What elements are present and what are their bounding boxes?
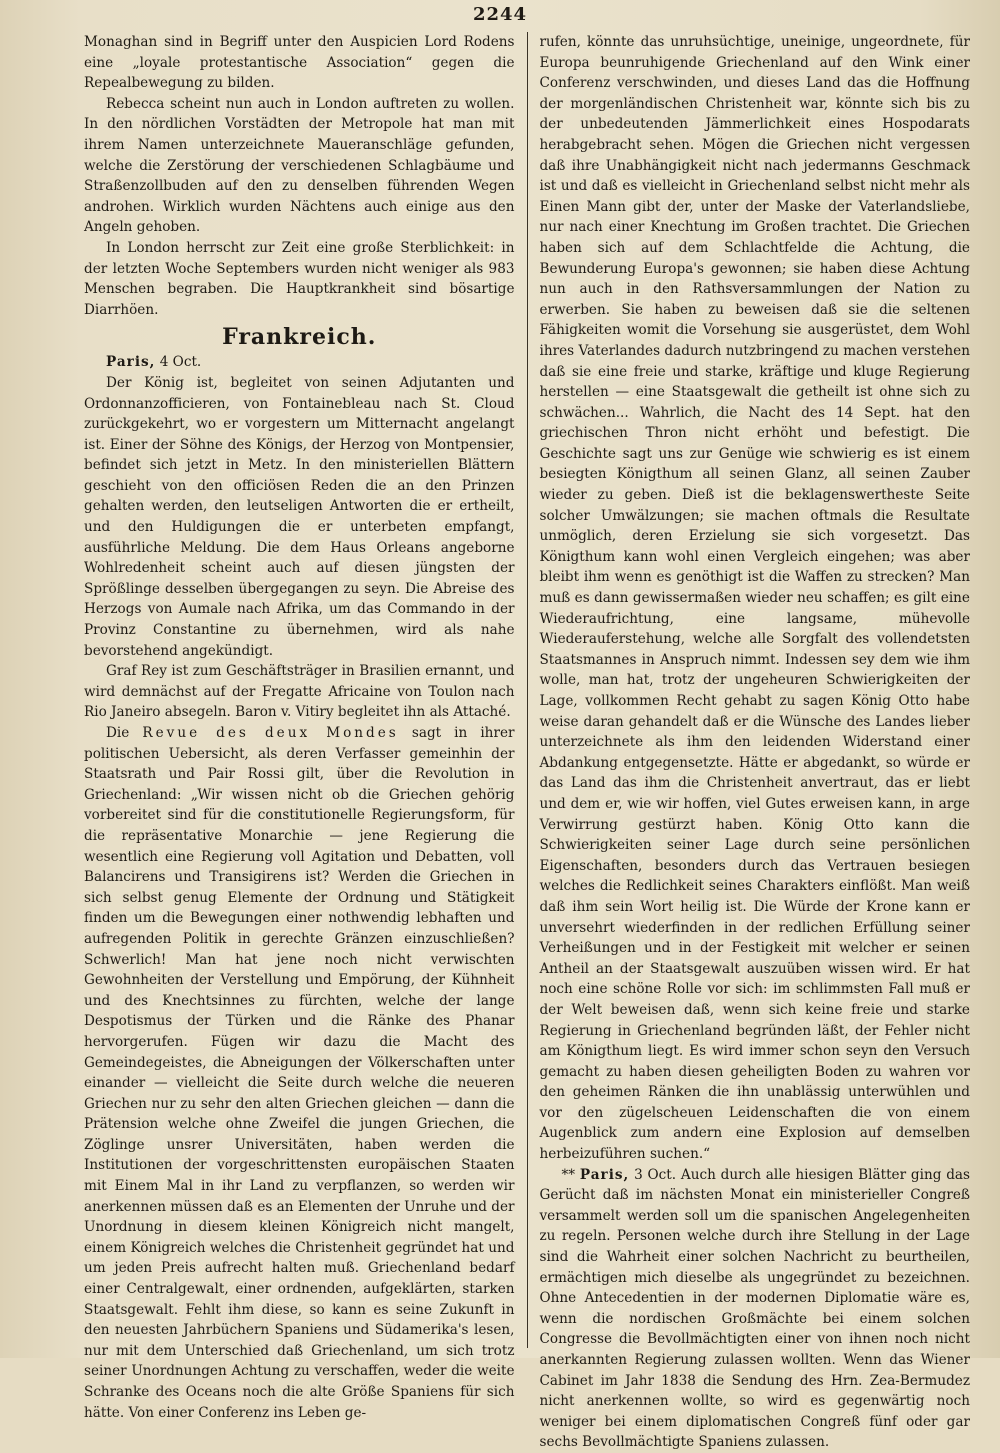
- section-heading: Frankreich.: [222, 324, 377, 351]
- dateline: Paris,: [106, 354, 156, 371]
- article-paragraph: Graf Rey ist zum Geschäftsträger in Brasilien ernannt, und wird demnächst auf der Fregatte Africaine von Toulon nach Rio Janeiro absegeln. Baron v. Vitiry begleitet ihn als Attaché.: [84, 663, 515, 721]
- paragraph-lead: Die: [106, 725, 143, 741]
- paragraph-marker: **: [561, 1166, 580, 1183]
- article-paragraph: Monaghan sind in Begriff unter den Auspicien Lord Rodens eine „loyale protestantische Association“ gegen die Repealbewegung zu bilden.: [84, 34, 515, 92]
- text-columns: [84, 32, 970, 1451]
- column-divider: [527, 32, 528, 1348]
- left-column: [84, 32, 523, 1421]
- dateline-date: 4 Oct.: [155, 354, 202, 371]
- dateline-paragraph: [84, 352, 515, 373]
- paragraph-body: sagt in ihrer politischen Uebersicht, als deren Verfasser gemeinhin der Staatsrath und Pair Rossi gilt, über die Revolution in Griechenland: „Wir wissen nicht ob die Griechen gehörig vorbereitet sind für die constitutionelle Regierungsform, für die repräsentative Monarchie — jene Regierung die wesentlich eine Regierung voll Agitation und Debatten, voll Balancirens und Transigirens ist? Werden die Griechen in sich selbst genug Elemente der Ordnung und Stätigkeit finden um die Bewegungen einer nothwendig lebhaften und aufregenden Politik in gerechte Gränzen einzuschließen? Schwerlich! Man hat jene noch nicht verwischten Gewohnheiten der Verstellung und Empörung, der Kühnheit und des Knechtsinnes zu fürchten, welche der lange Despotismus der Türken und die Ränke des Phanar hervorgerufen. Fügen wir dazu die Macht des Gemeindegeistes, die Abneigungen der Völkerschaften unter einander — vielleicht die Seite durch welche die neueren Griechen nur zu sehr den alten Griechen gleichen — dann die Prätension welche ohne Zweifel die jungen Griechen, die Zöglinge unsrer Universitäten, haben werden die Institutionen der vorgeschrittensten europäischen Staaten mit Einem Mal in ihr Land zu verpflanzen, so werden wir anerkennen müssen daß es an Elementen der Unruhe und der Unordnung in diesem kleinen Königreich nicht mangelt, einem Königreich welches die Christenheit gegründet hat und um jeden Preis aufrecht halten muß. Griechenland bedarf einer Centralgewalt, einer ordnenden, aufgeklärten, starken Staatsgewalt. Fehlt ihm diese, so kann es seine Zukunft in den neuesten Jahrbüchern Spaniens und Südamerika's lesen, nur mit dem Unterschied daß Griechenland, um sich trotz seiner Unordnungen Achtung zu verschaffen, weder die weite Schranke des Oceans noch die alte Größe Spaniens für sich hätte. Von einer Conferenz ins Leben ge-: [84, 725, 515, 1421]
- article-paragraph: rufen, könnte das unruhsüchtige, uneinige, ungeordnete, für Europa beunruhigende Griechenland auf den Wink einer Conferenz verschwinden, und dieses Land das die Hoffnung der morgenländischen Christenheit war, könnte sich bis zu der unbedeutenden Jämmerlichkeit eines Hospodarats herabgebracht sehen. Mögen die Griechen nicht vergessen daß ihre Unabhängigkeit nicht nach jedermanns Geschmack ist und daß es vielleicht in Griechenland selbst nicht mehr als Einen Mann gibt der, unter der Maske der Vaterlandsliebe, nur nach einer Knechtung im Großen trachtet. Die Griechen haben sich auf dem Schlachtfelde die Achtung, die Bewunderung Europa's gewonnen; sie haben diese Achtung nun auch in den Rathsversammlungen der Nation zu erwerben. Sie haben zu beweisen daß sie die seltenen Fähigkeiten womit die Vorsehung sie ausgerüstet, dem Wohl ihres Vaterlandes dadurch nutzbringend zu machen verstehen daß sie eine freie und starke, kräftige und kluge Regierung herstellen — eine Staatsgewalt die getheilt ist ohne sich zu schwächen... Wahrlich, die Nacht des 14 Sept. hat den griechischen Thron nicht erhöht und befestigt. Die Geschichte sagt uns zur Genüge wie schwierig es ist einem besiegten Königthum all seinen Glanz, all seinen Zauber wieder zu geben. Dieß ist die beklagenswertheste Seite solcher Umwälzungen; sie machen oftmals die Resultate unmöglich, deren Erzielung sie sich vorgesetzt. Das Königthum kann wohl einen Vergleich eingehen; was aber bleibt ihm wenn es genöthigt ist die Waffen zu strecken? Man muß es dann gewissermaßen wieder neu schaffen; es gilt eine Wiederaufrichtung, eine langsame, mühevolle Wiederauferstehung, welche alle Sorgfalt des vollendetsten Staatsmannes in Anspruch nimmt. Indessen sey dem wie ihm wolle, man hat, trotz der ungeheuren Schwierigkeiten der Lage, vollkommen Recht gehabt zu sagen König Otto habe weise daran gehandelt daß er die Wünsche des Landes lieber unterzeichnete als ihm den leidenden Widerstand einer Abdankung entgegensetzte. Hätte er abgedankt, so würde er das Land das ihm die Christenheit anvertraut, das er liebt und dem er, wie wir hoffen, viel Gutes erweisen kann, in arge Verwirrung gestürzt haben. König Otto kann die Schwierigkeiten seiner Lage durch seine persönlichen Eigenschaften, besonders durch das Vertrauen besiegen welches die Redlichkeit seines Charakters einflößt. Man weiß daß ihm sein Wort heilig ist. Die Würde der Krone kann er unversehrt wiederfinden in der redlichen Erfüllung seiner Verheißungen und in der Festigkeit mit welcher er seinen Antheil an der Staatsgewalt auszuüben wissen wird. Er hat noch eine schöne Rolle vor sich: im schlimmsten Fall muß er der Welt beweisen daß, wenn sich keine freie und starke Regierung in Griechenland begründen läßt, der Fehler nicht am Königthum liegt. Es wird immer schon seyn den Versuch gemacht zu haben diesen geheiligten Boden zu wahren vor den geheimen Ränken die ihn unablässig unterwühlen und vor den zügelscheuen Leidenschaften die von einem Augenblick zum andern eine Explosion auf demselben herbeizuführen suchen.“: [539, 34, 970, 1163]
- dateline: Paris,: [579, 1166, 630, 1183]
- page-number: 2244: [472, 4, 528, 25]
- publication-title: Revue des deux Mondes: [142, 725, 399, 741]
- paragraph-body: 3 Oct. Auch durch alle hiesigen Blätter ging das Gerücht daß im nächsten Monat ein ministerieller Congreß versammelt werden soll um die spanischen Angelegenheiten zu regeln. Personen welche durch ihre Stellung in der Lage sind die Wahrheit einer solchen Nachricht zu beurtheilen, ermächtigen mich dieselbe als ungegründet zu bezeichnen. Ohne Antecedentien in der modernen Diplomatie wäre es, wenn die nordischen Großmächte bei einem solchen Congresse die Bevollmächtigten einer von ihnen noch nicht anerkannten Regierung zulassen wollten. Wenn das Wiener Cabinet im Jahr 1838 die Sendung des Hrn. Zea-Bermudez nicht anerkennen wollte, so wird es gegenwärtig noch weniger bei einem diplomatischen Congreß fünf oder gar sechs Bevollmächtigte Spaniens zulassen.: [539, 1166, 970, 1451]
- article-paragraph: In London herrscht zur Zeit eine große Sterblichkeit: in der letzten Woche Septembers wurden nicht weniger als 983 Menschen begraben. Die Hauptkrankheit sind bösartige Diarrhöen.: [84, 239, 515, 318]
- right-column: [531, 32, 970, 1451]
- article-paragraph: [84, 723, 515, 1423]
- article-paragraph: Der König ist, begleitet von seinen Adjutanten und Ordonnanzofficieren, von Fontainebleau nach St. Cloud zurückgekehrt, wo er vorgestern um Mitternacht angelangt ist. Einer der Söhne des Königs, der Herzog von Montpensier, befindet sich jetzt in Metz. In den ministeriellen Blättern geschieht von den officiösen Reden die an den Prinzen gehalten werden, den leutseligen Antworten die er ertheilt, und den Huldigungen die er unterbeten empfangt, ausführliche Meldung. Die dem Haus Orleans angeborne Wohlredenheit scheint auch auf diesen jüngsten der Sprößlinge desselben übergegangen zu seyn. Die Abreise des Herzogs von Aumale nach Afrika, um das Commando in der Provinz Constantine zu übernehmen, wird als nahe bevorstehend angekündigt.: [84, 374, 515, 659]
- article-paragraph: [539, 1165, 970, 1453]
- article-paragraph: Rebecca scheint nun auch in London auftreten zu wollen. In den nördlichen Vorstädten der Metropole hat man mit ihrem Namen unterzeichnete Maueranschläge gefunden, welche die Zerstörung der verschiedenen Schlagbäume und Straßenzollbuden auf den zu denselben führenden Wegen androhen. Wirklich wurden Nächtens auch einige aus den Angeln gehoben.: [84, 95, 515, 236]
